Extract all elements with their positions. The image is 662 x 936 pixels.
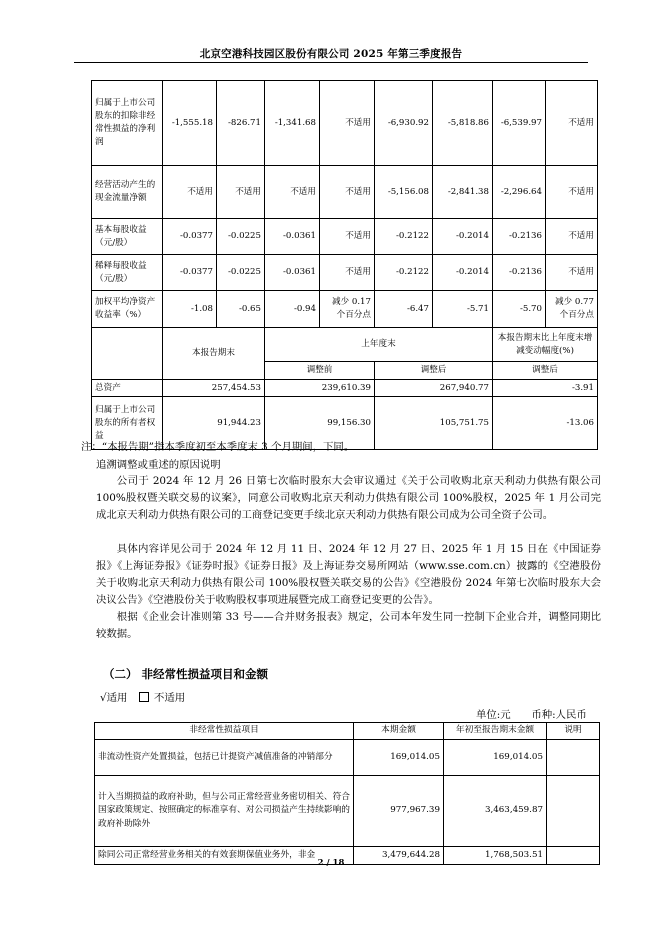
cell-value: -0.94 (265, 291, 320, 328)
cell-value: -5.70 (493, 291, 546, 328)
cell-value: -0.2122 (375, 219, 433, 255)
cell-value: 105,751.75 (375, 397, 493, 450)
header-after-adjustment: 调整后 (375, 362, 493, 380)
cell-value: 不适用 (320, 81, 375, 166)
checkbox-icon (139, 692, 149, 702)
cell-value: -0.0225 (217, 255, 265, 291)
cell-value: 1,768,503.51 (444, 847, 547, 865)
header-cell: 说明 (547, 723, 600, 740)
cell-value: -6,930.92 (375, 81, 433, 166)
row-label: 总资产 (92, 380, 163, 397)
header-change-ratio: 本报告期末比上年度末增减变动幅度(%) (493, 328, 598, 362)
header-cell: 非经常性损益项目 (95, 723, 354, 740)
adjustment-reason-heading: 追溯调整或重述的原因说明 (96, 459, 221, 471)
table-row (92, 81, 598, 166)
cell-value: 不适用 (320, 166, 375, 219)
header-prior-year-end: 上年度末 (265, 328, 493, 362)
cell-value (547, 740, 600, 776)
non-recurring-items-table (94, 722, 600, 865)
cell-value: -0.2014 (433, 219, 493, 255)
cell-value: -13.06 (493, 397, 598, 450)
item-label: 除同公司正常经营业务相关的有效套期保值业务外，非金 (95, 847, 354, 865)
cell-value: -0.65 (217, 291, 265, 328)
applicable-option: √适用 (100, 692, 128, 704)
page-header-title: 北京空港科技园区股份有限公司 2025 年第三季度报告 (199, 48, 463, 60)
paragraph: 具体内容详见公司于 2024 年 12 月 11 日、2024 年 12 月 27 日、2025 年 1 月 15 日在《中国证券报》《上海证券报》《证券时报》《证券日报》及上海证券交易所网站（www.sse.com.cn）披露的《空港股份关于收购北京天利动力供热有限公司 100%股权暨关联交易的公告》《空港股份 2024 年第七次临时股东大会决议公告》《空港股份关于收购股权事项进展暨完成工商登记变更的公告》。 (96, 543, 601, 606)
cell-value: 169,014.05 (444, 740, 547, 776)
table-row (92, 166, 598, 219)
cell-value: 91,944.23 (163, 397, 265, 450)
page-number: 2 / 18 (317, 858, 345, 868)
cell-value: 3,463,459.87 (444, 776, 547, 847)
cell-value: 977,967.39 (354, 776, 444, 847)
header-current-period-end: 本报告期末 (163, 328, 265, 380)
cell-value: -0.2136 (493, 255, 546, 291)
table-row (95, 776, 600, 847)
item-label: 非流动性资产处置损益，包括已计提资产减值准备的冲销部分 (95, 740, 354, 776)
cell-value: -0.2122 (375, 255, 433, 291)
paragraph: 公司于 2024 年 12 月 26 日第七次临时股东大会审议通过《关于公司收购北京天利动力供热有限公司 100%股权暨关联交易的议案》，同意公司收购北京天利动力供热有限公司 100%股权，2025 年 1 月公司完成北京天利动力供热有限公司的工商登记变更手续北京天利动力供热有限公司成为公司全资子公司。 (96, 475, 601, 521)
cell-value: 不适用 (217, 166, 265, 219)
item-label: 计入当期损益的政府补助，但与公司正常经营业务密切相关、符合国家政策规定、按照确定的标准享有、对公司损益产生持续影响的政府补助除外 (95, 776, 354, 847)
not-applicable-option: 不适用 (154, 692, 186, 704)
header-after-adjustment-change: 调整后 (493, 362, 598, 380)
table-header-row (92, 328, 598, 362)
cell-value: -2,841.38 (433, 166, 493, 219)
cell-value: 239,610.39 (265, 380, 375, 397)
cell-value: -6.47 (375, 291, 433, 328)
cell-value: 不适用 (163, 166, 217, 219)
row-label: 归属于上市公司股东的所有者权益 (92, 397, 163, 450)
unit-label: 单位:元 (476, 709, 511, 721)
cell-value: 不适用 (546, 81, 598, 166)
cell-value: 99,156.30 (265, 397, 375, 450)
cell-value: 不适用 (320, 255, 375, 291)
cell-value: -0.2136 (493, 219, 546, 255)
cell-value: -0.0377 (163, 255, 217, 291)
row-label: 加权平均净资产收益率（%） (92, 291, 163, 328)
unit-line (476, 706, 587, 721)
cell-value: -2,296.64 (493, 166, 546, 219)
cell-value: -0.0377 (163, 219, 217, 255)
currency-label: 币种:人民币 (531, 709, 587, 721)
cell-value: 不适用 (265, 166, 320, 219)
header-cell: 本期金额 (354, 723, 444, 740)
paragraph: 根据《企业会计准则第 33 号——合并财务报表》规定，公司本年发生同一控制下企业合并，调整同期比较数据。 (96, 611, 601, 640)
header-rule (74, 62, 588, 63)
header-cell: 年初至报告期末金额 (444, 723, 547, 740)
cell-value: 257,454.53 (163, 380, 265, 397)
cell-value: -1,555.18 (163, 81, 217, 166)
cell-value: 减少 0.77 个百分点 (546, 291, 598, 328)
cell-value: -5,818.86 (433, 81, 493, 166)
table-row (92, 255, 598, 291)
row-label: 稀释每股收益（元/股） (92, 255, 163, 291)
header-before-adjustment: 调整前 (265, 362, 375, 380)
cell-value: -0.0225 (217, 219, 265, 255)
row-label: 归属于上市公司股东的扣除非经常性损益的净利润 (92, 81, 163, 166)
cell-value: 不适用 (546, 219, 598, 255)
cell-value: 3,479,644.28 (354, 847, 444, 865)
cell-value: 不适用 (546, 255, 598, 291)
cell-value: -1.08 (163, 291, 217, 328)
row-label: 基本每股收益（元/股） (92, 219, 163, 255)
cell-value: -0.0361 (265, 219, 320, 255)
cell-value: -1,341.68 (265, 81, 320, 166)
cell-value: -3.91 (493, 380, 598, 397)
table-row (92, 380, 598, 397)
cell-value: -5,156.08 (375, 166, 433, 219)
cell-value: 不适用 (320, 219, 375, 255)
cell-value: -826.71 (217, 81, 265, 166)
cell-value: -0.0361 (265, 255, 320, 291)
table-row (92, 219, 598, 255)
cell-value: -5.71 (433, 291, 493, 328)
cell-value: 减少 0.17 个百分点 (320, 291, 375, 328)
table-note: 注：“本报告期”指本季度初至本季度末 3 个月期间，下同。 (81, 441, 355, 453)
cell-value: 267,940.77 (375, 380, 493, 397)
cell-value: 169,014.05 (354, 740, 444, 776)
financial-indicators-table (91, 80, 598, 450)
table-row (92, 291, 598, 328)
cell-value (547, 776, 600, 847)
table-row (95, 740, 600, 776)
cell-value: 不适用 (546, 166, 598, 219)
applicability-options (100, 689, 185, 704)
cell-value: -6,539.97 (493, 81, 546, 166)
table-header-row (95, 723, 600, 740)
row-label: 经营活动产生的现金流量净额 (92, 166, 163, 219)
cell-value: -0.2014 (433, 255, 493, 291)
section-title: （二） 非经常性损益项目和金额 (103, 667, 269, 681)
empty-header-cell (92, 328, 163, 380)
